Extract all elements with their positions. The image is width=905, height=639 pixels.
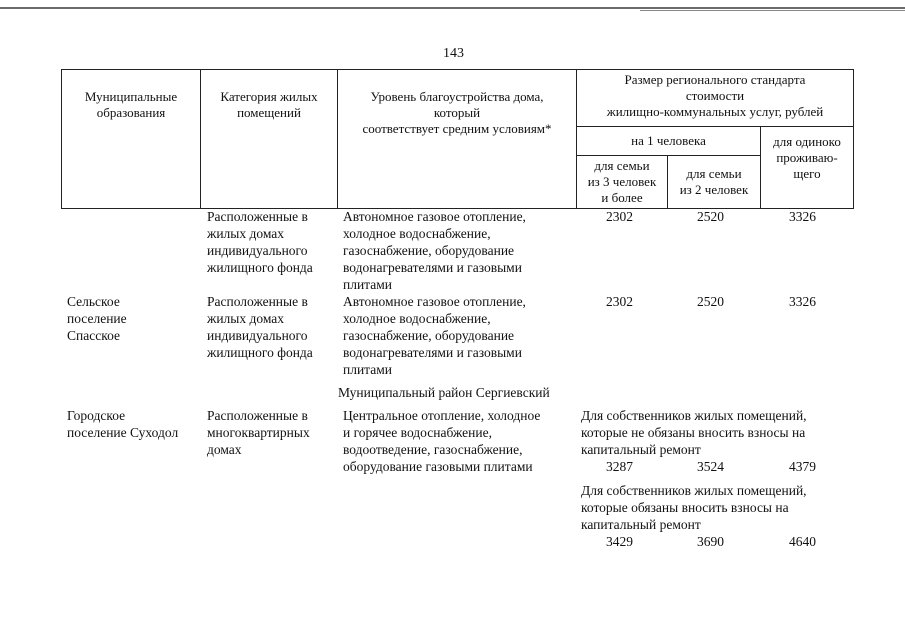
suhodol-n1-family3: 3287 [606, 459, 633, 474]
row2-value-single: 3326 [789, 294, 816, 309]
cell-line: жилищного фонда [207, 260, 313, 275]
suhodol-note-obliged [581, 482, 807, 533]
cell-line: Автономное газовое отопление, [343, 294, 526, 309]
cell-line: Расположенные в [207, 209, 308, 224]
cell-line: водоотведение, газоснабжение, [343, 442, 523, 457]
suhodol-n2-single: 4640 [789, 534, 816, 549]
scan-top-border-secondary [640, 10, 905, 11]
cell-line: капитальный ремонт [581, 442, 701, 457]
cell-line: Расположенные в [207, 294, 308, 309]
cell-line: индивидуального [207, 243, 308, 258]
header-category-line: Категория жилых [220, 89, 318, 104]
cell-line: водонагревателями и газовыми [343, 345, 522, 360]
row2-value-family3: 2302 [606, 294, 633, 309]
suhodol-n1-family2: 3524 [697, 459, 724, 474]
row1-category [207, 208, 313, 276]
cell-line: водонагревателями и газовыми [343, 260, 522, 275]
suhodol-level [343, 407, 540, 475]
row1-value-single: 3326 [789, 209, 816, 224]
row1-value-family3: 2302 [606, 209, 633, 224]
cell-line: поселение [67, 311, 127, 326]
row1-value-family2: 2520 [697, 209, 724, 224]
header-family-2 [668, 156, 761, 209]
header-standard-size [577, 70, 854, 127]
cell-line: жилищного фонда [207, 345, 313, 360]
cell-line: оборудование газовыми плитами [343, 459, 533, 474]
district-heading: Муниципальный район Сергиевский [338, 385, 550, 400]
cell-line: Автономное газовое отопление, [343, 209, 526, 224]
suhodol-n2-family3: 3429 [606, 534, 633, 549]
header-single-line: для одиноко [773, 134, 841, 149]
cell-line: Спасское [67, 328, 120, 343]
header-municipality [62, 70, 201, 209]
header-family3-line: из 3 человек [587, 174, 657, 189]
cell-line: капитальный ремонт [581, 517, 701, 532]
suhodol-municipality [67, 407, 178, 441]
header-per-person: на 1 человека [577, 127, 761, 156]
header-municipality-line: Муниципальные [84, 89, 178, 104]
header-category-line: помещений [237, 105, 301, 120]
header-level [338, 70, 577, 209]
cell-line: индивидуального [207, 328, 308, 343]
header-single-line: проживаю- [776, 150, 838, 165]
header-standard-line: жилищно-коммунальных услуг, рублей [606, 104, 824, 119]
suhodol-n1-single: 4379 [789, 459, 816, 474]
cell-line: Расположенные в [207, 408, 308, 423]
cell-line: газоснабжение, оборудование [343, 328, 515, 343]
table-header [61, 69, 854, 209]
cell-line: которые обязаны вносить взносы на [581, 500, 789, 515]
header-family-3 [577, 156, 668, 209]
cell-line: газоснабжение, оборудование [343, 243, 515, 258]
cell-line: жилых домах [207, 226, 285, 241]
header-family2-line: из 2 человек [679, 182, 749, 197]
cell-line: плитами [343, 362, 393, 377]
header-single-resident [761, 127, 854, 209]
cell-line: холодное водоснабжение, [343, 311, 491, 326]
header-standard-line: Размер регионального стандарта [624, 72, 806, 87]
header-level-line: который [433, 105, 481, 120]
row2-level [343, 293, 526, 378]
cell-line: домах [207, 442, 242, 457]
suhodol-note-not-obliged [581, 407, 807, 458]
suhodol-category [207, 407, 310, 458]
row2-municipality [67, 293, 127, 344]
cell-line: многоквартирных [207, 425, 310, 440]
cell-line: Для собственников жилых помещений, [581, 483, 807, 498]
suhodol-n2-family2: 3690 [697, 534, 724, 549]
header-level-line: Уровень благоустройства дома, [370, 89, 544, 104]
cell-line: Центральное отопление, холодное [343, 408, 541, 423]
scan-top-border [0, 7, 905, 9]
header-level-line: соответствует средним условиям* [362, 121, 552, 136]
header-category [201, 70, 338, 209]
header-municipality-line: образования [96, 105, 166, 120]
header-family3-line: для семьи [594, 158, 650, 173]
cell-line: плитами [343, 277, 393, 292]
row1-level [343, 208, 526, 293]
cell-line: поселение Суходол [67, 425, 179, 440]
header-single-line: щего [793, 166, 821, 181]
row2-value-family2: 2520 [697, 294, 724, 309]
cell-line: и горячее водоснабжение, [343, 425, 492, 440]
cell-line: Для собственников жилых помещений, [581, 408, 807, 423]
header-standard-line: стоимости [685, 88, 745, 103]
header-family2-line: для семьи [686, 166, 742, 181]
cell-line: жилых домах [207, 311, 285, 326]
cell-line: Городское [67, 408, 126, 423]
cell-line: которые не обязаны вносить взносы на [581, 425, 806, 440]
row2-category [207, 293, 313, 361]
cell-line: Сельское [67, 294, 120, 309]
header-family3-line: и более [601, 190, 643, 205]
cell-line: холодное водоснабжение, [343, 226, 491, 241]
page-number: 143 [443, 46, 464, 61]
